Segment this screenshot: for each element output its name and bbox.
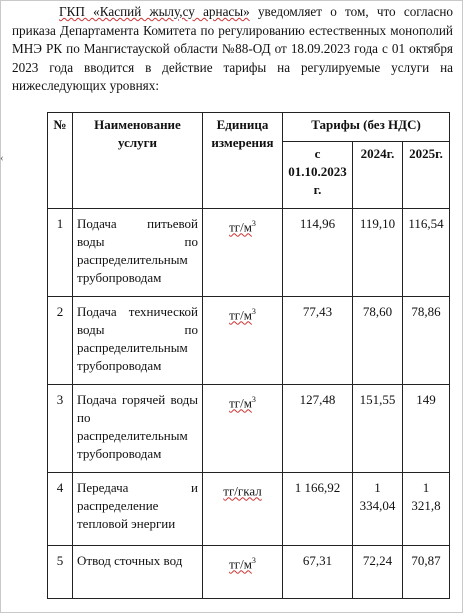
row-tariff-2025: 116,54 [403,209,450,297]
row-number: 2 [48,297,73,385]
margin-mark: ‹ [0,152,4,164]
row-number: 3 [48,385,73,473]
row-unit: тг/гкал [203,473,283,546]
row-tariff-2023: 67,31 [283,546,353,599]
row-service: Подача технической воды по распределительным трубопроводам [73,297,203,385]
header-2024: 2024г. [353,142,403,209]
intro-text: уведомляет о том, что согласно приказа Департамента Комитета по регулированию естественных монополий МНЭ РК по Мангистауской области №88-ОД от 18.09.2023 года с 01 октября 2023 года вводится в действие тарифы на регулируемые услуги на нижеследующих уровнях: [12,4,453,94]
row-unit: $тг/м^3$ [203,297,283,385]
row-tariff-2023: 1 166,92 [283,473,353,546]
header-num: № [48,113,73,209]
row-tariff-2025: 1 321,8 [403,473,450,546]
row-tariff-2023: 127,48 [283,385,353,473]
row-unit: $тг/м^3$ [203,385,283,473]
row-number: 5 [48,546,73,599]
row-tariff-2024: 119,10 [353,209,403,297]
row-tariff-2023: 77,43 [283,297,353,385]
row-number: 4 [48,473,73,546]
row-unit: $тг/м^3$ [203,209,283,297]
row-tariff-2024: 1 334,04 [353,473,403,546]
table-row [48,546,450,599]
table-row [48,385,450,473]
table-row [48,297,450,385]
row-service: Подача питьевой воды по распределительным трубопроводам [73,209,203,297]
header-unit: Единица измерения [203,113,283,209]
row-tariff-2023: 114,96 [283,209,353,297]
row-service: Подача горячей воды по распределительным трубопроводам [73,385,203,473]
table-row [48,473,450,546]
row-tariff-2024: 72,24 [353,546,403,599]
row-number: 1 [48,209,73,297]
organization-name: ГКП «Каспий жылу,су арнасы» [59,4,250,19]
row-tariff-2024: 151,55 [353,385,403,473]
row-service: Передача и распределение тепловой энергии [73,473,203,546]
row-service: Отвод сточных вод [73,546,203,599]
header-oct-2023: с 01.10.2023 г. [283,142,353,209]
tariffs-table [47,112,450,599]
header-2025: 2025г. [403,142,450,209]
row-tariff-2025: 78,86 [403,297,450,385]
table-row [48,209,450,297]
row-unit: $тг/м^3$ [203,546,283,599]
row-tariff-2024: 78,60 [353,297,403,385]
intro-paragraph [12,3,453,96]
row-tariff-2025: 149 [403,385,450,473]
header-tariffs-group: Тарифы (без НДС) [283,113,450,142]
row-tariff-2025: 70,87 [403,546,450,599]
header-service: Наименование услуги [73,113,203,209]
